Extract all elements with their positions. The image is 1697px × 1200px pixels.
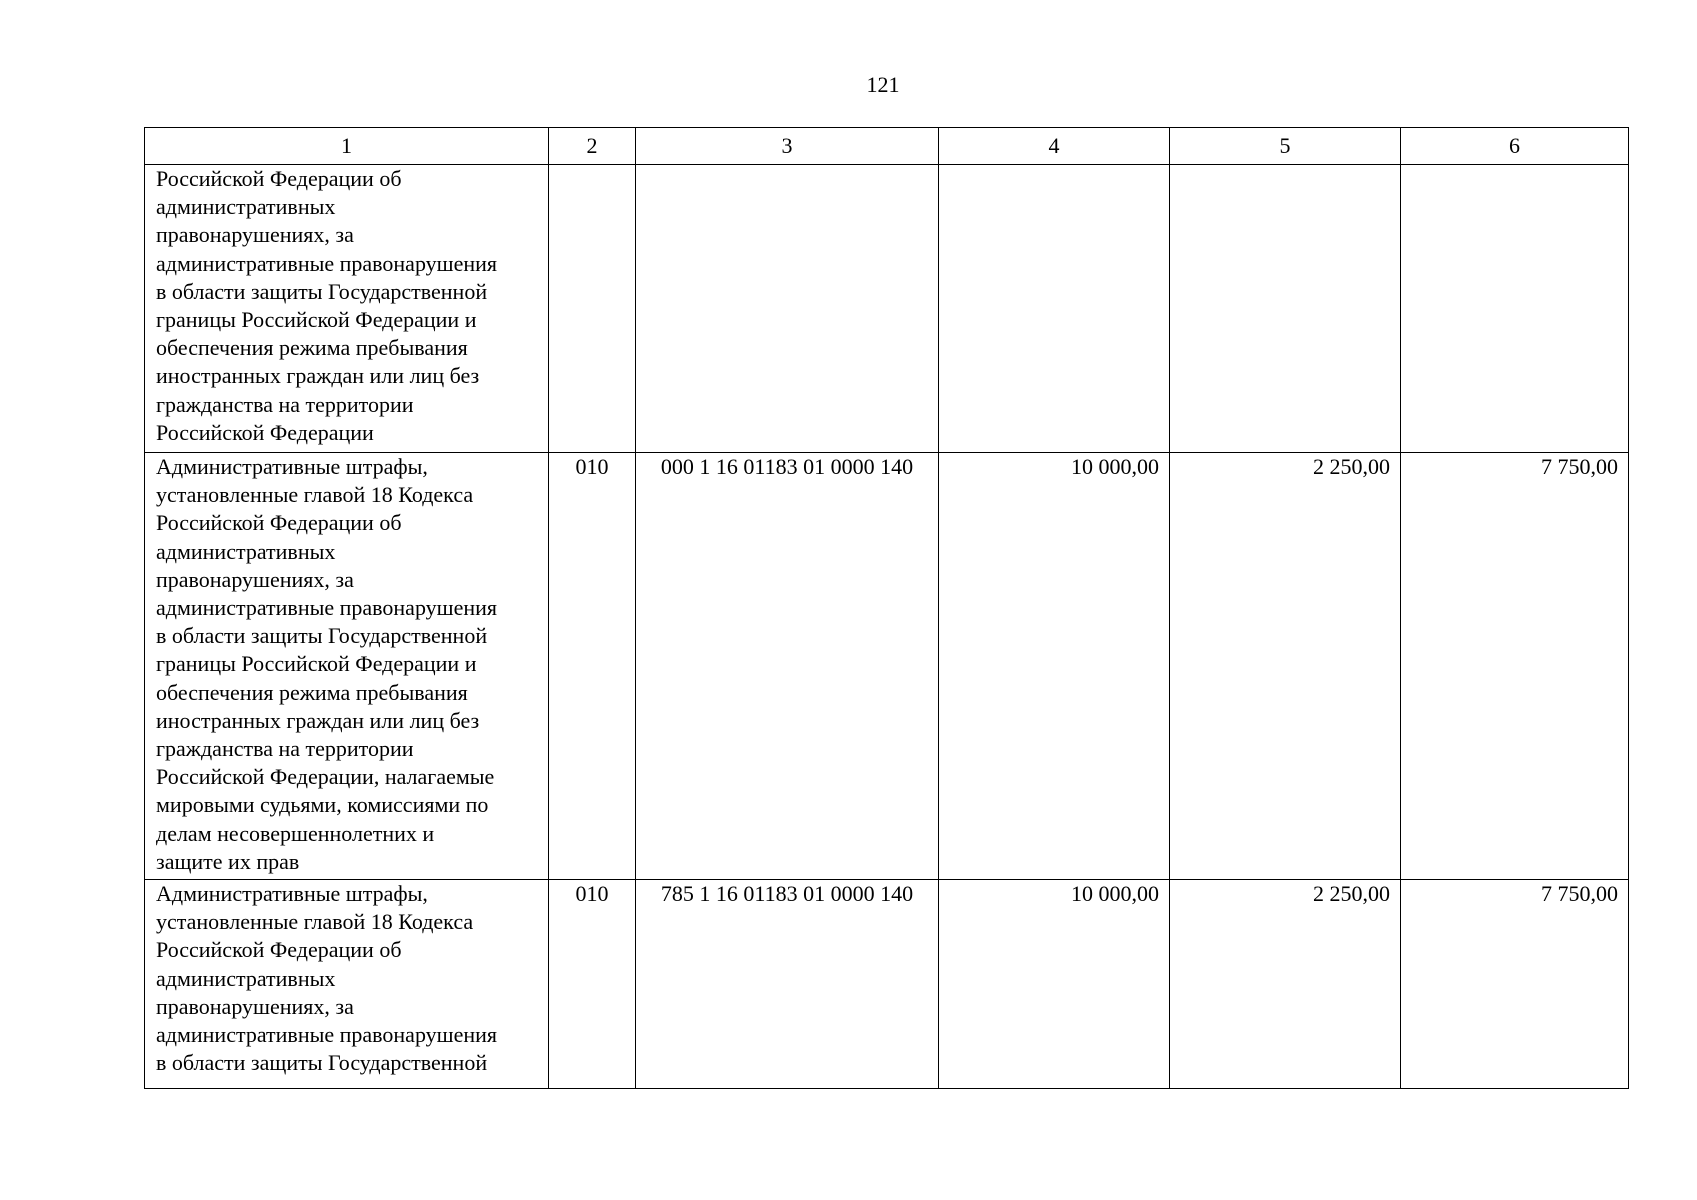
row-name-line: в области защиты Государственной — [156, 278, 488, 304]
column-header-6: 6 — [1401, 128, 1629, 165]
table-row — [145, 880, 1629, 1089]
row-name-line: административные правонарушения — [156, 595, 498, 621]
column-number-row — [145, 128, 1629, 165]
row-name-line: границы Российской Федерации и — [156, 307, 477, 333]
row-name-line: Российской Федерации об — [156, 166, 402, 191]
row-name-line: Административные штрафы, — [156, 881, 428, 906]
row-approved-cell: 10 000,00 — [939, 453, 1170, 880]
row-name-line: гражданства на территории — [156, 736, 414, 762]
row-name-line: делам несовершеннолетних и — [156, 820, 435, 846]
row-unexecuted-cell: 7 750,00 — [1401, 880, 1629, 1089]
row-name-line: обеспечения режима пребывания — [156, 335, 468, 361]
row-name-line: административные правонарушения — [156, 1022, 498, 1048]
row-name-line: в области защиты Государственной — [156, 623, 488, 649]
row-name-line: границы Российской Федерации и — [156, 651, 477, 677]
row-executed-cell — [1170, 165, 1401, 453]
column-header-3: 3 — [636, 128, 939, 165]
row-name-line: мировыми судьями, комиссиями по — [156, 792, 489, 818]
row-kbk-cell: 000 1 16 01183 01 0000 140 — [636, 453, 939, 880]
row-name-line: Российской Федерации об — [156, 510, 402, 536]
report-table — [144, 127, 1629, 1089]
row-name-line: Российской Федерации — [156, 419, 374, 445]
table-row — [145, 453, 1629, 880]
column-header-2: 2 — [549, 128, 636, 165]
row-name-line: обеспечения режима пребывания — [156, 679, 468, 705]
row-approved-cell — [939, 165, 1170, 453]
row-name-line: иностранных граждан или лиц без — [156, 363, 480, 389]
row-kbk-cell — [636, 165, 939, 453]
row-name-line: административных — [156, 194, 336, 220]
table-row — [145, 165, 1629, 453]
row-name-line: правонарушениях, за — [156, 993, 354, 1019]
row-name-line: иностранных граждан или лиц без — [156, 707, 480, 733]
row-name-line: в области защиты Государственной — [156, 1050, 488, 1076]
row-name-line: гражданства на территории — [156, 391, 414, 417]
row-name-line: правонарушениях, за — [156, 222, 354, 248]
row-executed-cell: 2 250,00 — [1170, 880, 1401, 1089]
column-header-5: 5 — [1170, 128, 1401, 165]
column-header-4: 4 — [939, 128, 1170, 165]
row-name-line: правонарушениях, за — [156, 566, 354, 592]
row-code-cell: 010 — [549, 880, 636, 1089]
row-name-line: административных — [156, 965, 336, 991]
column-header-1: 1 — [145, 128, 549, 165]
row-unexecuted-cell — [1401, 165, 1629, 453]
row-name-line: установленные главой 18 Кодекса — [156, 482, 474, 508]
row-name-line: Российской Федерации, налагаемые — [156, 764, 495, 790]
row-code-cell — [549, 165, 636, 453]
row-name-cell — [145, 880, 549, 1089]
page-number: 121 — [866, 72, 900, 97]
row-approved-cell: 10 000,00 — [939, 880, 1170, 1089]
row-name-line: установленные главой 18 Кодекса — [156, 909, 474, 935]
row-name-cell — [145, 165, 549, 453]
row-name-line: Российской Федерации об — [156, 937, 402, 963]
row-kbk-cell: 785 1 16 01183 01 0000 140 — [636, 880, 939, 1089]
row-unexecuted-cell: 7 750,00 — [1401, 453, 1629, 880]
row-name-line: административных — [156, 538, 336, 564]
row-name-line: Административные штрафы, — [156, 454, 428, 479]
row-name-cell — [145, 453, 549, 880]
row-executed-cell: 2 250,00 — [1170, 453, 1401, 880]
row-name-line: административные правонарушения — [156, 250, 498, 276]
row-name-line: защите их прав — [156, 848, 300, 874]
row-code-cell: 010 — [549, 453, 636, 880]
